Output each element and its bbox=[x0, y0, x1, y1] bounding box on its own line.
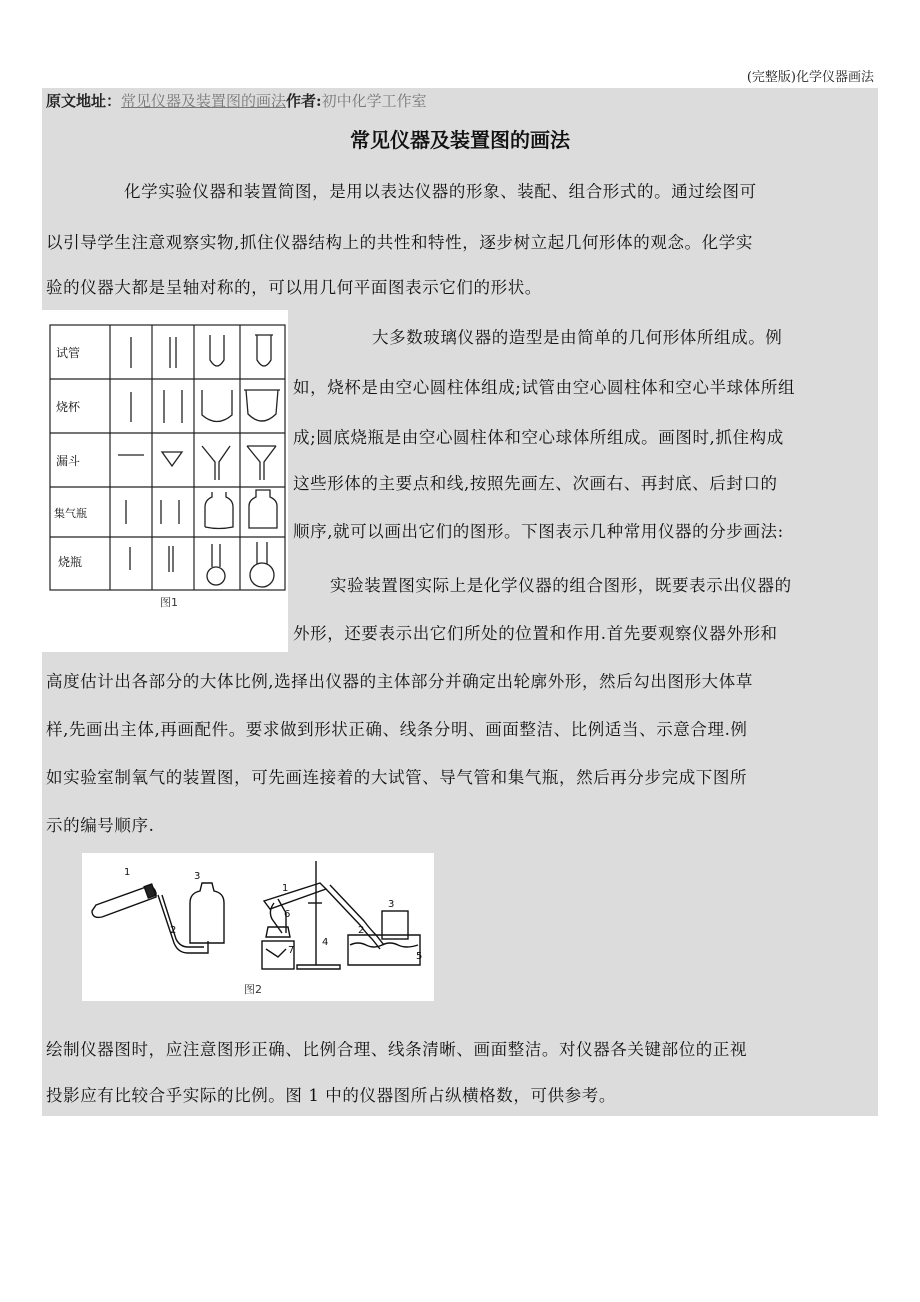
figure-1-caption: 图1 bbox=[160, 596, 178, 609]
para3-line: 高度估计出各部分的大体比例,选择出仪器的主体部分并确定出轮廓外形，然后勾出图形大体草 bbox=[46, 672, 753, 691]
para2-line: 顺序,就可以画出它们的图形。下图表示几种常用仪器的分步画法: bbox=[293, 522, 784, 541]
row-label-test-tube: 试管 bbox=[56, 346, 81, 360]
author-label: 作者: bbox=[286, 92, 322, 110]
fig2-number: 5 bbox=[416, 951, 423, 962]
row-label-funnel: 漏斗 bbox=[56, 454, 81, 468]
source-link[interactable]: 常见仪器及装置图的画法 bbox=[121, 92, 287, 110]
source-label: 原文地址： bbox=[46, 92, 122, 110]
figure-1 bbox=[42, 310, 288, 652]
para2-line: 大多数玻璃仪器的造型是由简单的几何形体所组成。例 bbox=[372, 328, 783, 347]
row-label-gas-bottle: 集气瓶 bbox=[54, 507, 87, 520]
para3-line: 外形，还要表示出它们所处的位置和作用.首先要观察仪器外形和 bbox=[293, 624, 778, 643]
para3-line: 实验装置图实际上是化学仪器的组合图形，既要表示出仪器的 bbox=[330, 576, 792, 595]
fig2-number: 6 bbox=[284, 909, 291, 920]
figure-2-caption: 图2 bbox=[244, 983, 262, 996]
fig2-number: 2 bbox=[170, 925, 177, 936]
fig2-number: 1 bbox=[282, 883, 289, 894]
para3-line: 如实验室制氧气的装置图，可先画连接着的大试管、导气管和集气瓶，然后再分步完成下图所 bbox=[46, 768, 748, 787]
para1-line: 以引导学生注意观察实物,抓住仪器结构上的共性和特性，逐步树立起几何形体的观念。化学实 bbox=[46, 233, 753, 252]
para2-line: 这些形体的主要点和线,按照先画左、次画右、再封底、后封口的 bbox=[293, 474, 778, 493]
page-title: 常见仪器及装置图的画法 bbox=[350, 128, 570, 152]
fig2-number: 3 bbox=[194, 871, 201, 882]
fig2-number: 4 bbox=[322, 937, 329, 948]
para2-line: 如，烧杯是由空心圆柱体组成;试管由空心圆柱体和空心半球体所组 bbox=[293, 378, 796, 397]
para4-line: 绘制仪器图时，应注意图形正确、比例合理、线条清晰、画面整洁。对仪器各关键部位的正视 bbox=[46, 1040, 748, 1059]
row-label-beaker: 烧杯 bbox=[56, 400, 81, 414]
document-header-title: (完整版)化学仪器画法 bbox=[746, 70, 874, 85]
para4-line: 投影应有比较合乎实际的比例。图 1 中的仪器图所占纵横格数，可供参考。 bbox=[46, 1086, 616, 1105]
fig2-number: 1 bbox=[124, 867, 131, 878]
source-line bbox=[46, 90, 427, 111]
para3-line: 示的编号顺序. bbox=[46, 816, 155, 835]
para1-line: 验的仪器大都是呈轴对称的，可以用几何平面图表示它们的形状。 bbox=[46, 278, 542, 297]
figure-2 bbox=[82, 853, 434, 1001]
para1-line: 化学实验仪器和装置简图，是用以表达仪器的形象、装配、组合形式的。通过绘图可 bbox=[124, 182, 757, 201]
author-name[interactable]: 初中化学工作室 bbox=[321, 92, 427, 110]
fig2-number: 2 bbox=[358, 925, 365, 936]
para3-line: 样,先画出主体,再画配件。要求做到形状正确、线条分明、画面整洁、比例适当、示意合理.例 bbox=[46, 720, 748, 739]
para2-line: 成;圆底烧瓶是由空心圆柱体和空心球体所组成。画图时,抓住构成 bbox=[293, 428, 784, 447]
fig2-number: 3 bbox=[388, 899, 395, 910]
row-label-flask: 烧瓶 bbox=[58, 555, 83, 569]
fig2-number: 7 bbox=[288, 945, 295, 956]
